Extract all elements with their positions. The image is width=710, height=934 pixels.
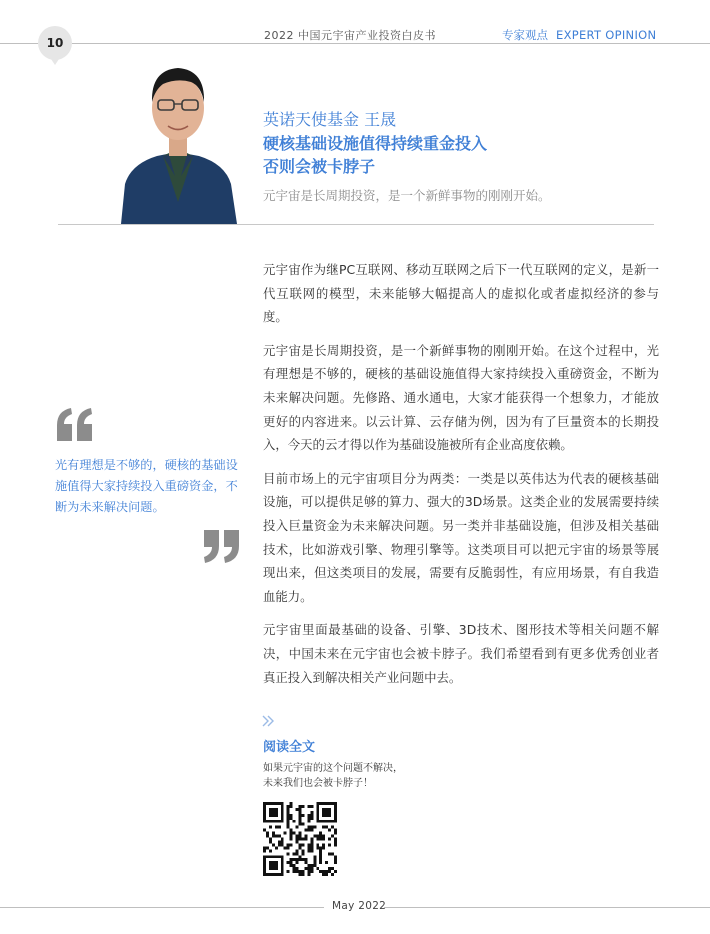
qr-code-icon[interactable] (263, 802, 337, 876)
body-paragraph: 元宇宙是长周期投资，是一个新鲜事物的刚刚开始。在这个过程中，光有理想是不够的，硬核的基础设施值得大家持续投入重磅资金，不断为未来解决问题。先修路、通水通电，大家才能获得一个想象力，才能放更好的内容进来。以云计算、云存储为例，因为有了巨量资本的长期投入，今天的云才得以作为基础设施被所有企业高度依赖。 (263, 342, 659, 453)
section-label-cn: 专家观点 (502, 28, 548, 42)
read-more-description (263, 761, 403, 791)
body-paragraph: 元宇宙作为继PC互联网、移动互联网之后下一代互联网的定义，是新一代互联网的模型，未来能够大幅提高人的虚拟化或者虚拟经济的参与度。 (263, 262, 659, 325)
author-portrait (117, 56, 239, 224)
publication-title: 2022 中国元宇宙产业投资白皮书 (264, 29, 436, 42)
body-paragraph: 目前市场上的元宇宙项目分为两类：一类是以英伟达为代表的硬核基础设施，可以提供足够的算力、强大的3D场景。这类企业的发展需要持续投入巨量资金为未来解决问题。另一类并非基础设施，但涉及相关基础技术，比如游戏引擎、物理引擎等。这类项目可以把元宇宙的场景等展现出来，但这类项目的发展，需要有反脆弱性，有应用场景，有自我造血能力。 (263, 470, 659, 604)
footer-date: May 2022 (332, 900, 387, 912)
footer-rule-right (384, 907, 710, 908)
page-number: 10 (46, 36, 64, 50)
read-full-article-link[interactable]: 阅读全文 (263, 740, 316, 755)
page-number-badge (38, 26, 72, 60)
section-label-en: EXPERT OPINION (556, 28, 657, 42)
pull-quote: 光有理想是不够的，硬核的基础设施值得大家持续投入重磅资金，不断为未来解决问题。 (55, 458, 238, 514)
headline-line: 硬核基础设施值得持续重金投入 (263, 134, 488, 153)
double-chevron-right-icon (262, 713, 276, 732)
article-body (263, 258, 659, 699)
header-rule-left (0, 43, 38, 44)
title-divider (58, 224, 654, 225)
headline-line: 否则会被卡脖子 (263, 157, 376, 176)
header-rule-right (72, 43, 710, 44)
footer-rule-left (0, 907, 324, 908)
author-name: 英诺天使基金 王晟 (263, 110, 397, 129)
section-label (502, 27, 656, 43)
headline (263, 132, 487, 178)
body-paragraph: 元宇宙里面最基础的设备、引擎、3D技术、图形技术等相关问题不解决，中国未来在元宇宙也会被卡脖子。我们希望看到有更多优秀创业者真正投入到解决相关产业问题中去。 (263, 622, 659, 685)
quote-open-icon (55, 407, 95, 445)
read-more-line: 如果元宇宙的这个问题不解决， (263, 763, 403, 774)
quote-close-icon (201, 530, 241, 568)
read-more-line: 未来我们也会被卡脖子！ (263, 778, 373, 789)
subtitle: 元宇宙是长周期投资，是一个新鲜事物的刚刚开始。 (263, 188, 551, 203)
